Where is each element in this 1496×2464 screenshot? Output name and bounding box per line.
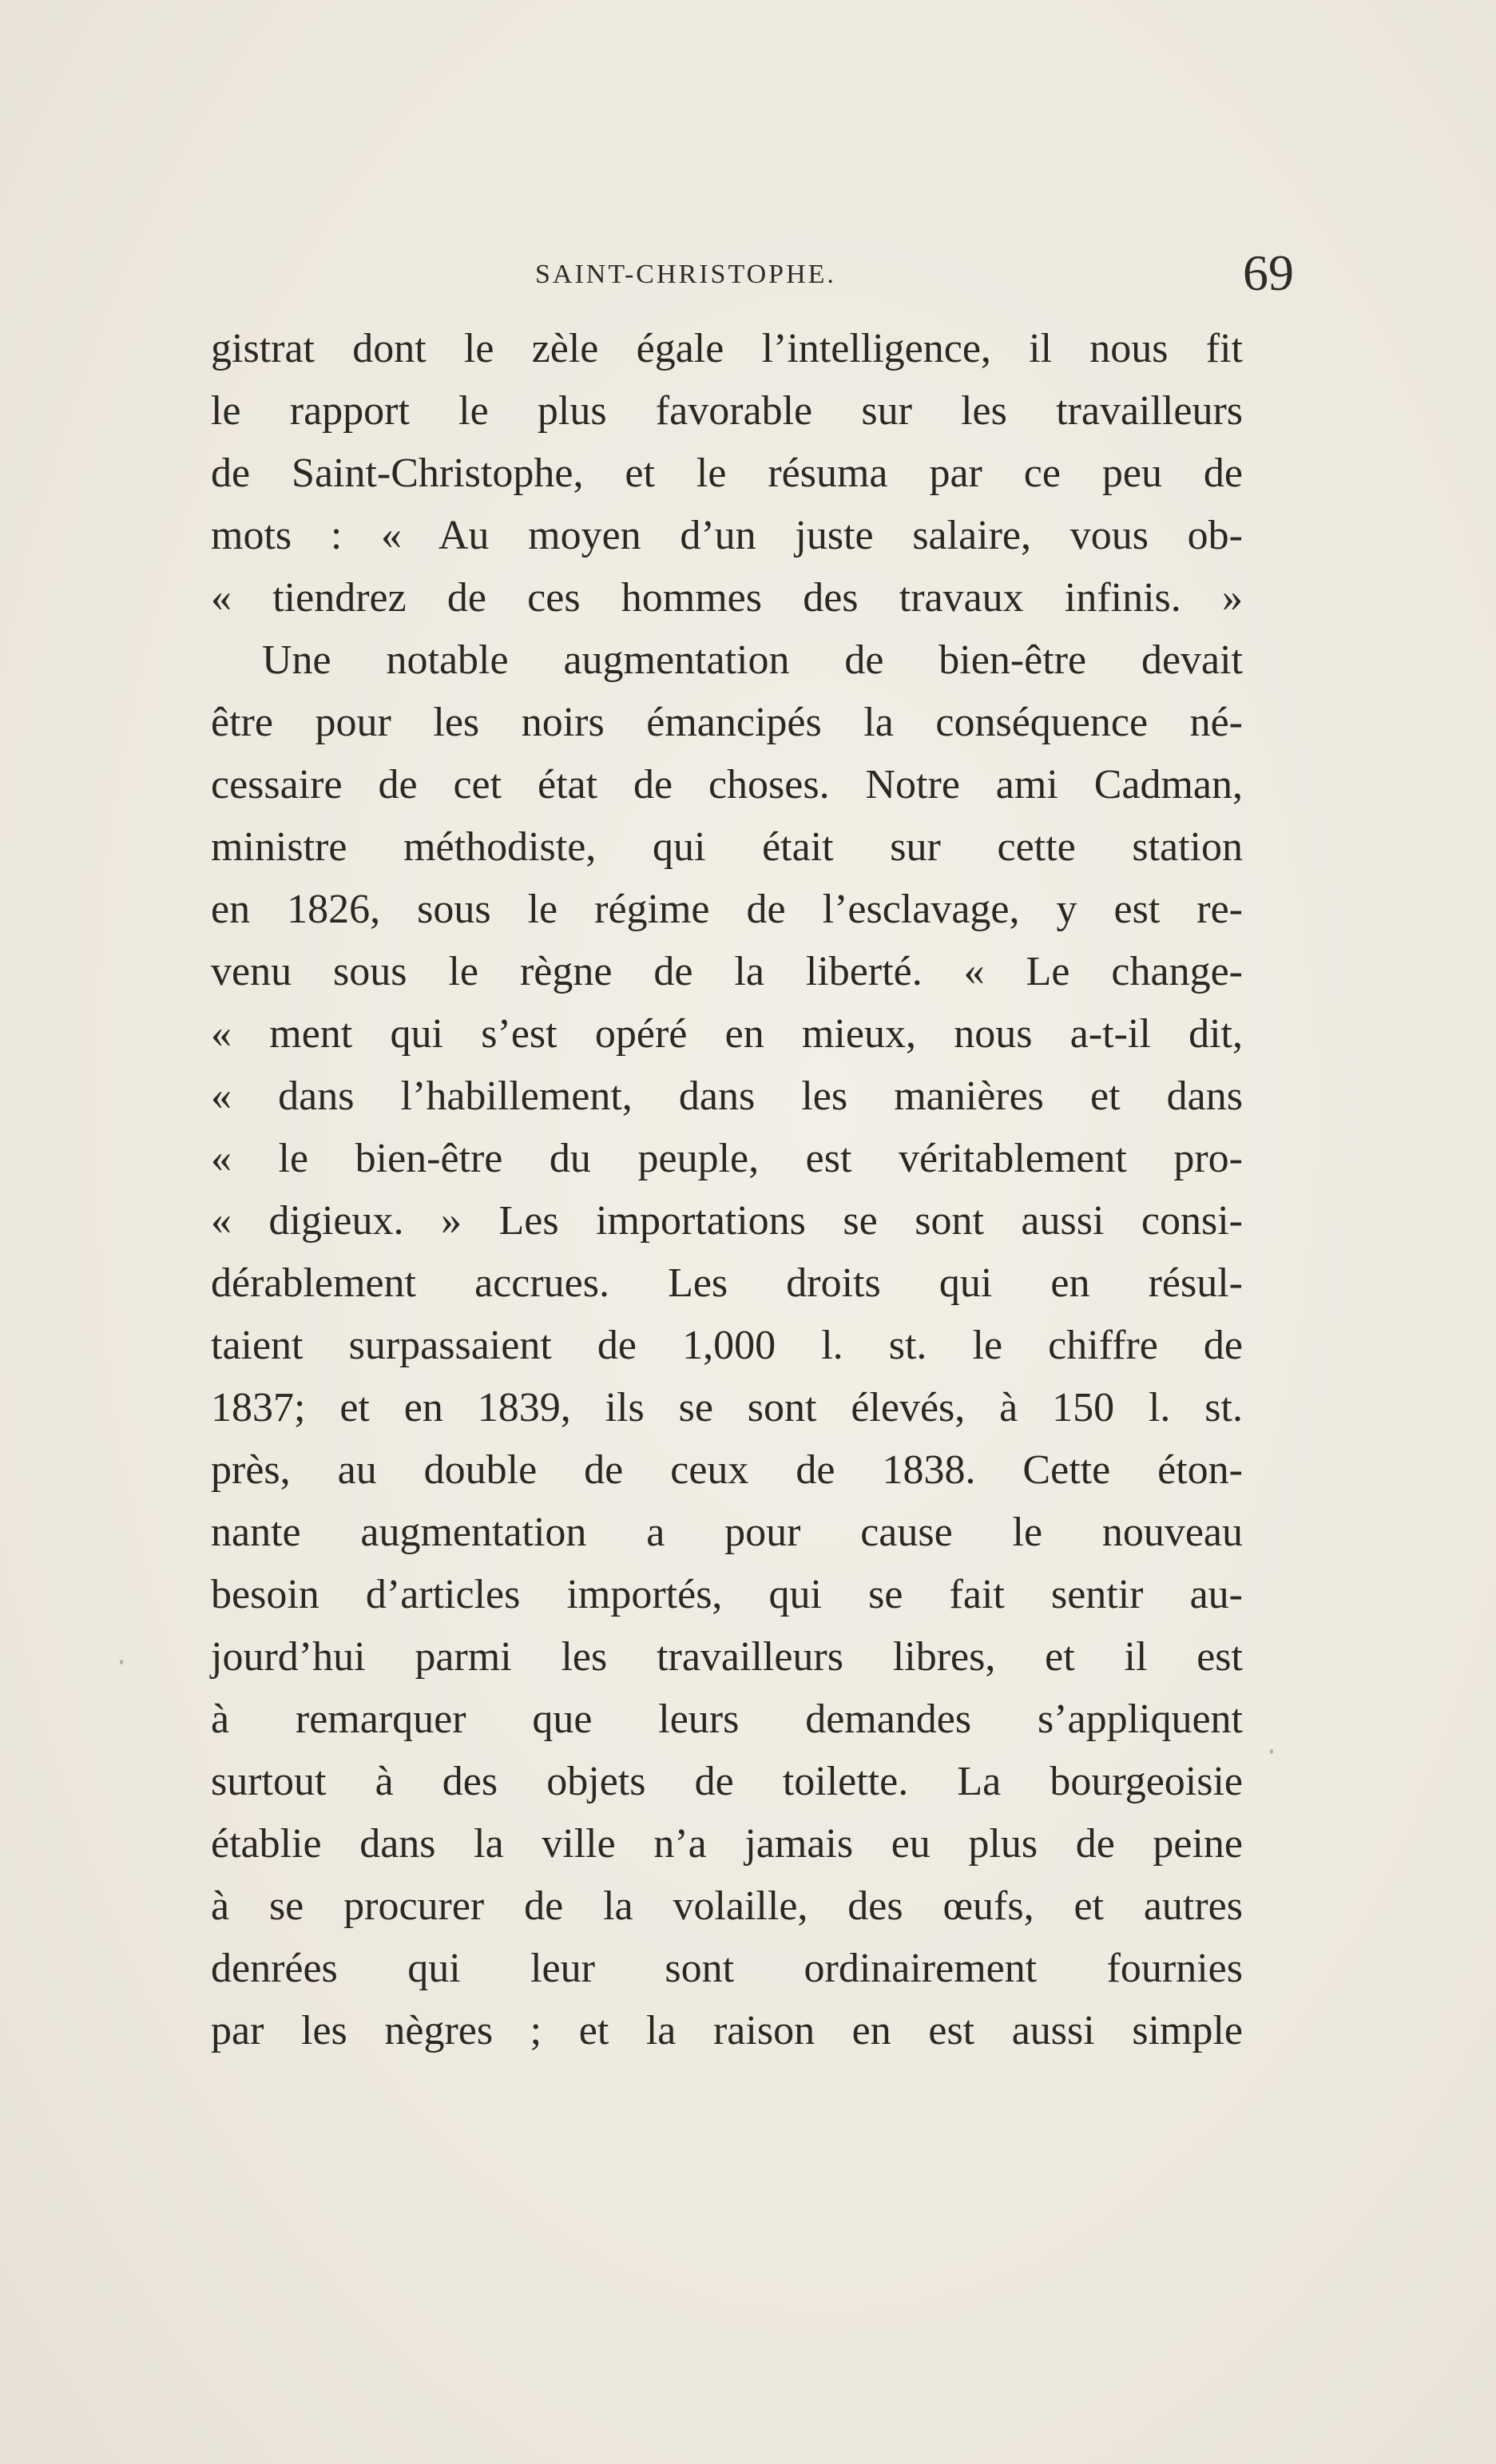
- text-line: par les nègres ; et la raison en est aussi simple: [211, 2008, 1243, 2053]
- text-line: « dans l’habillement, dans les manières et dans: [211, 1073, 1243, 1119]
- text-line: surtout à des objets de toilette. La bourgeoisie: [211, 1759, 1243, 1804]
- text-line: jourd’hui parmi les travailleurs libres, et il est: [211, 1634, 1243, 1680]
- text-line: « le bien-être du peuple, est véritablement pro-: [211, 1136, 1243, 1181]
- text-line: mots : « Au moyen d’un juste salaire, vous ob-: [211, 513, 1243, 558]
- running-title: SAINT-CHRISTOPHE.: [535, 260, 836, 289]
- paper-speck: [1270, 1749, 1273, 1754]
- text-line: en 1826, sous le régime de l’esclavage, y est re-: [211, 887, 1243, 932]
- text-line: taient surpassaient de 1,000 l. st. le chiffre de: [211, 1323, 1243, 1368]
- text-line: près, au double de ceux de 1838. Cette éton-: [211, 1447, 1243, 1493]
- text-line: le rapport le plus favorable sur les travailleurs: [211, 388, 1243, 434]
- text-line: à se procurer de la volaille, des œufs, et autres: [211, 1883, 1243, 1929]
- text-line: venu sous le règne de la liberté. « Le change-: [211, 949, 1243, 994]
- text-line: « digieux. » Les importations se sont aussi consi-: [211, 1198, 1243, 1244]
- body-text: [211, 318, 1243, 2062]
- text-line: ministre méthodiste, qui était sur cette station: [211, 824, 1243, 870]
- text-line: denrées qui leur sont ordinairement fournies: [211, 1946, 1243, 1991]
- text-line: nante augmentation a pour cause le nouveau: [211, 1510, 1243, 1555]
- text-line: 1837; et en 1839, ils se sont élevés, à 150 l. st.: [211, 1385, 1243, 1430]
- text-line: « ment qui s’est opéré en mieux, nous a-t-il dit,: [211, 1011, 1243, 1057]
- text-line: cessaire de cet état de choses. Notre ami Cadman,: [211, 762, 1243, 807]
- text-line: dérablement accrues. Les droits qui en résul-: [211, 1260, 1243, 1306]
- text-line: besoin d’articles importés, qui se fait sentir au-: [211, 1572, 1243, 1617]
- text-line: établie dans la ville n’a jamais eu plus de peine: [211, 1821, 1243, 1867]
- text-line: « tiendrez de ces hommes des travaux infinis. »: [211, 575, 1243, 621]
- running-head: [211, 244, 1294, 308]
- text-line: être pour les noirs émancipés la conséquence né-: [211, 700, 1243, 745]
- text-line: de Saint-Christophe, et le résuma par ce peu de: [211, 450, 1243, 496]
- text-line: à remarquer que leurs demandes s’appliquent: [211, 1696, 1243, 1742]
- paper-speck: [120, 1660, 123, 1664]
- text-line: gistrat dont le zèle égale l’intelligence, il nous fit: [211, 326, 1243, 371]
- text-line: Une notable augmentation de bien-être devait: [262, 637, 1243, 683]
- page-number: 69: [1243, 244, 1294, 301]
